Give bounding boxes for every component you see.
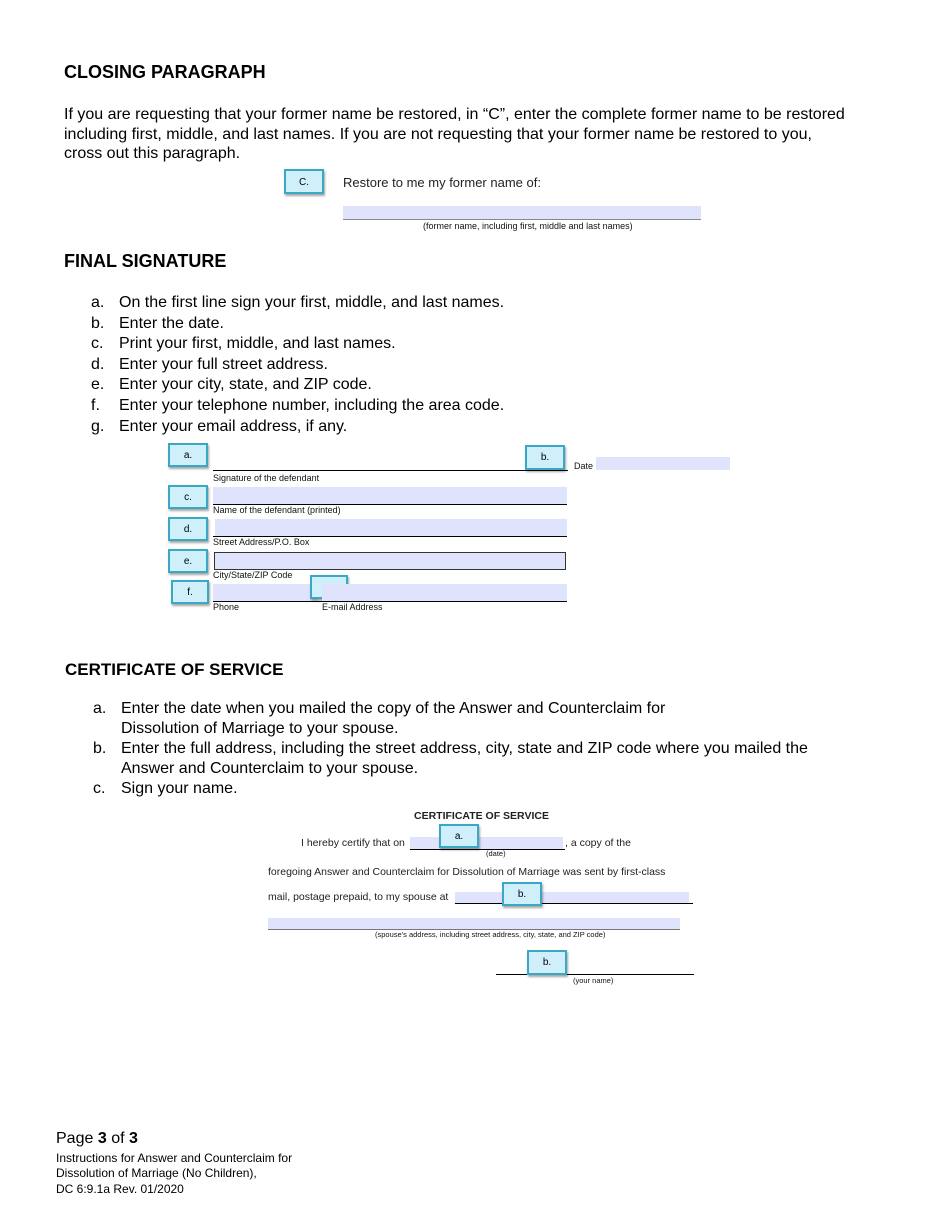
your-name-signature-line[interactable] xyxy=(496,974,694,975)
former-name-caption: (former name, including first, middle and last names) xyxy=(423,221,633,231)
final-signature-steps xyxy=(91,293,791,437)
phone-email-underline xyxy=(213,601,567,602)
list-item: b. Enter the full address, including the street address, city, state and ZIP code where you mailed the Answer and Counterclaim to your spouse. xyxy=(93,740,808,777)
callout-d-street: d. xyxy=(168,517,208,541)
spouse-address-field-2[interactable] xyxy=(268,918,680,929)
phone-field[interactable] xyxy=(213,584,318,601)
certificate-form-title: CERTIFICATE OF SERVICE xyxy=(414,810,549,822)
list-item: a. On the first line sign your first, middle, and last names. xyxy=(91,294,505,311)
page-number: Page 3 of 3 xyxy=(56,1130,138,1147)
footer-line-3: DC 6:9.1a Rev. 01/2020 xyxy=(56,1182,184,1196)
callout-b-date: b. xyxy=(525,445,565,470)
footer-line-2: Dissolution of Marriage (No Children), xyxy=(56,1166,257,1180)
certificate-heading: CERTIFICATE OF SERVICE xyxy=(65,660,284,679)
callout-a-mailing-date: a. xyxy=(439,824,479,848)
callout-b-signature: b. xyxy=(527,950,567,975)
callout-e-city: e. xyxy=(168,549,208,573)
signature-label: Signature of the defendant xyxy=(213,473,320,483)
certify-suffix: , a copy of the xyxy=(565,837,631,849)
closing-heading: CLOSING PARAGRAPH xyxy=(64,62,266,82)
callout-f-phone: f. xyxy=(171,580,209,604)
restore-name-label: Restore to me my former name of: xyxy=(343,175,541,190)
list-item: e. Enter your city, state, and ZIP code. xyxy=(91,376,372,394)
email-label: E-mail Address xyxy=(322,602,383,612)
date-caption: (date) xyxy=(486,849,506,858)
list-item: a. Enter the date when you mailed the copy of the Answer and Counterclaim for Dissolution of Marriage to your spouse. xyxy=(93,700,666,737)
callout-c-former-name: C. xyxy=(284,169,324,194)
mailing-date-field[interactable] xyxy=(410,837,563,849)
former-name-underline xyxy=(343,219,701,220)
city-state-zip-field[interactable] xyxy=(214,552,566,570)
certificate-steps xyxy=(93,699,863,799)
callout-a-signature: a. xyxy=(168,443,208,467)
spouse-address-caption: (spouse's address, including street address, city, state, and ZIP code) xyxy=(375,930,606,939)
footer-line-1: Instructions for Answer and Counterclaim for xyxy=(56,1151,293,1165)
list-item: c. Sign your name. xyxy=(93,780,238,797)
closing-instructions: If you are requesting that your former name be restored, in “C”, enter the complete former name to be restored including first, middle, and last names. If you are not requesting that your former name be restored to you, cross out this paragraph. xyxy=(64,106,845,162)
phone-label: Phone xyxy=(213,602,240,612)
spouse-address-underline-1 xyxy=(455,903,693,904)
signature-line[interactable] xyxy=(213,470,568,471)
city-state-zip-label: City/State/ZIP Code xyxy=(213,570,293,580)
street-address-field[interactable] xyxy=(215,519,567,536)
list-item: d. Enter your full street address. xyxy=(91,355,328,373)
certify-line-2: foregoing Answer and Counterclaim for Dissolution of Marriage was sent by first-class xyxy=(268,866,666,878)
certify-line-3-prefix: mail, postage prepaid, to my spouse at xyxy=(268,891,449,903)
callout-b-address: b. xyxy=(502,882,542,906)
your-name-caption: (your name) xyxy=(573,976,614,985)
certify-prefix: I hereby certify that on xyxy=(301,837,405,849)
date-label: Date xyxy=(574,461,594,471)
list-item: b. Enter the date. xyxy=(91,314,224,332)
date-field[interactable] xyxy=(596,457,730,470)
list-item: g. Enter your email address, if any. xyxy=(91,417,348,435)
former-name-field[interactable] xyxy=(343,206,701,219)
spouse-address-field-1[interactable] xyxy=(455,892,689,903)
callout-c-name: c. xyxy=(168,485,208,509)
list-item: f. Enter your telephone number, including the area code. xyxy=(91,396,505,414)
email-field[interactable] xyxy=(322,584,567,601)
street-address-label: Street Address/P.O. Box xyxy=(213,537,310,547)
list-item: c. Print your first, middle, and last names. xyxy=(91,335,396,353)
printed-name-field[interactable] xyxy=(213,487,567,504)
printed-name-label: Name of the defendant (printed) xyxy=(213,505,341,515)
final-signature-heading: FINAL SIGNATURE xyxy=(64,251,227,271)
